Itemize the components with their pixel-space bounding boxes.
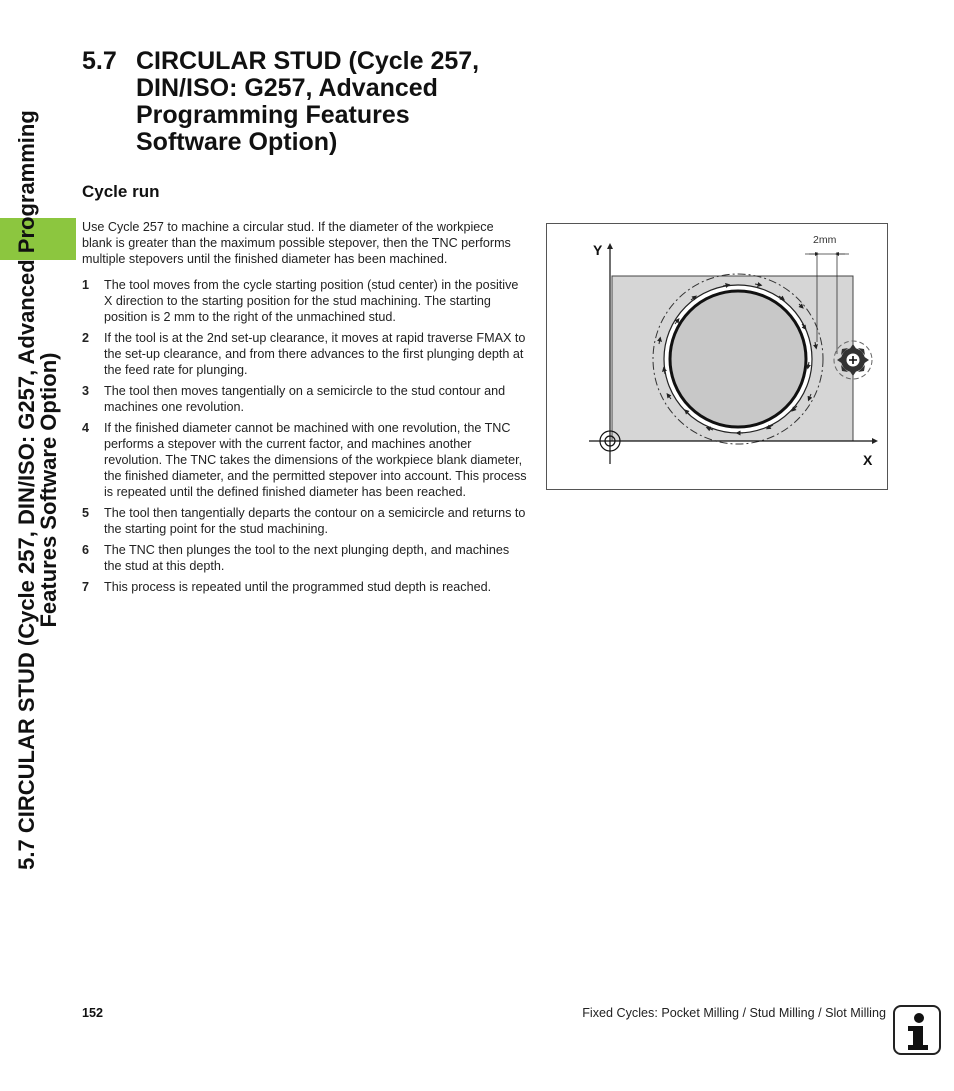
subheading-cycle-run: Cycle run xyxy=(82,182,160,201)
info-icon xyxy=(893,1005,941,1055)
list-item: 6 The TNC then plunges the tool to the next plunging depth, and machines the stud at this depth. xyxy=(82,543,510,573)
y-axis-label: Y xyxy=(593,242,603,258)
list-item: 5 The tool then tangentially departs the contour on a semicircle and returns to the starting point for the stud machining. xyxy=(82,506,526,536)
dim-label: 2mm xyxy=(813,234,837,246)
body-text xyxy=(82,219,527,600)
side-title-line-1: 5.7 CIRCULAR STUD (Cycle 257, DIN/ISO: G257, Advanced Programming xyxy=(14,110,39,870)
step-list xyxy=(82,277,527,595)
footer-running-title: Fixed Cycles: Pocket Milling / Stud Milling / Slot Milling xyxy=(582,1006,886,1020)
side-running-title xyxy=(0,0,76,930)
side-title-line-2: Features Software Option) xyxy=(36,352,61,628)
section-title: CIRCULAR STUD (Cycle 257, DIN/ISO: G257, Advanced Programming Features Software Option) xyxy=(136,47,480,156)
intro-paragraph: Use Cycle 257 to machine a circular stud. If the diameter of the workpiece blank is greater than the maximum possible stepover, then the TNC performs multiple stepovers until the finished diameter has been machined. xyxy=(82,220,511,266)
stud-diagram xyxy=(546,223,888,490)
section-number: 5.7 xyxy=(82,47,117,75)
tool-icon xyxy=(834,341,872,379)
stud-circle xyxy=(670,291,806,427)
list-item: 1 The tool moves from the cycle starting position (stud center) in the positive X direction to the starting position for the stud machining. The starting position is 2 mm to the right of the unmachined stud. xyxy=(82,278,519,324)
list-item: 7 This process is repeated until the programmed stud depth is reached. xyxy=(82,580,492,594)
section-heading xyxy=(82,48,522,156)
page-number: 152 xyxy=(82,1006,104,1020)
x-axis-label: X xyxy=(863,452,873,468)
list-item: 2 If the tool is at the 2nd set-up clearance, it moves at rapid traverse FMAX to the set-up clearance, and from there advances to the first plunging depth at the feed rate for plunging. xyxy=(82,331,526,377)
diagram-svg xyxy=(547,224,887,489)
list-item: 3 The tool then moves tangentially on a semicircle to the stud contour and machines one revolution. xyxy=(82,384,506,414)
list-item: 4 If the finished diameter cannot be machined with one revolution, the TNC performs a stepover with the current factor, and machines another revolution. The TNC takes the dimensions of the workpiece blank diameter, the finished diameter, and the permitted stepover into account. This process is repeated until the defined finished diameter has been reached. xyxy=(82,421,527,499)
